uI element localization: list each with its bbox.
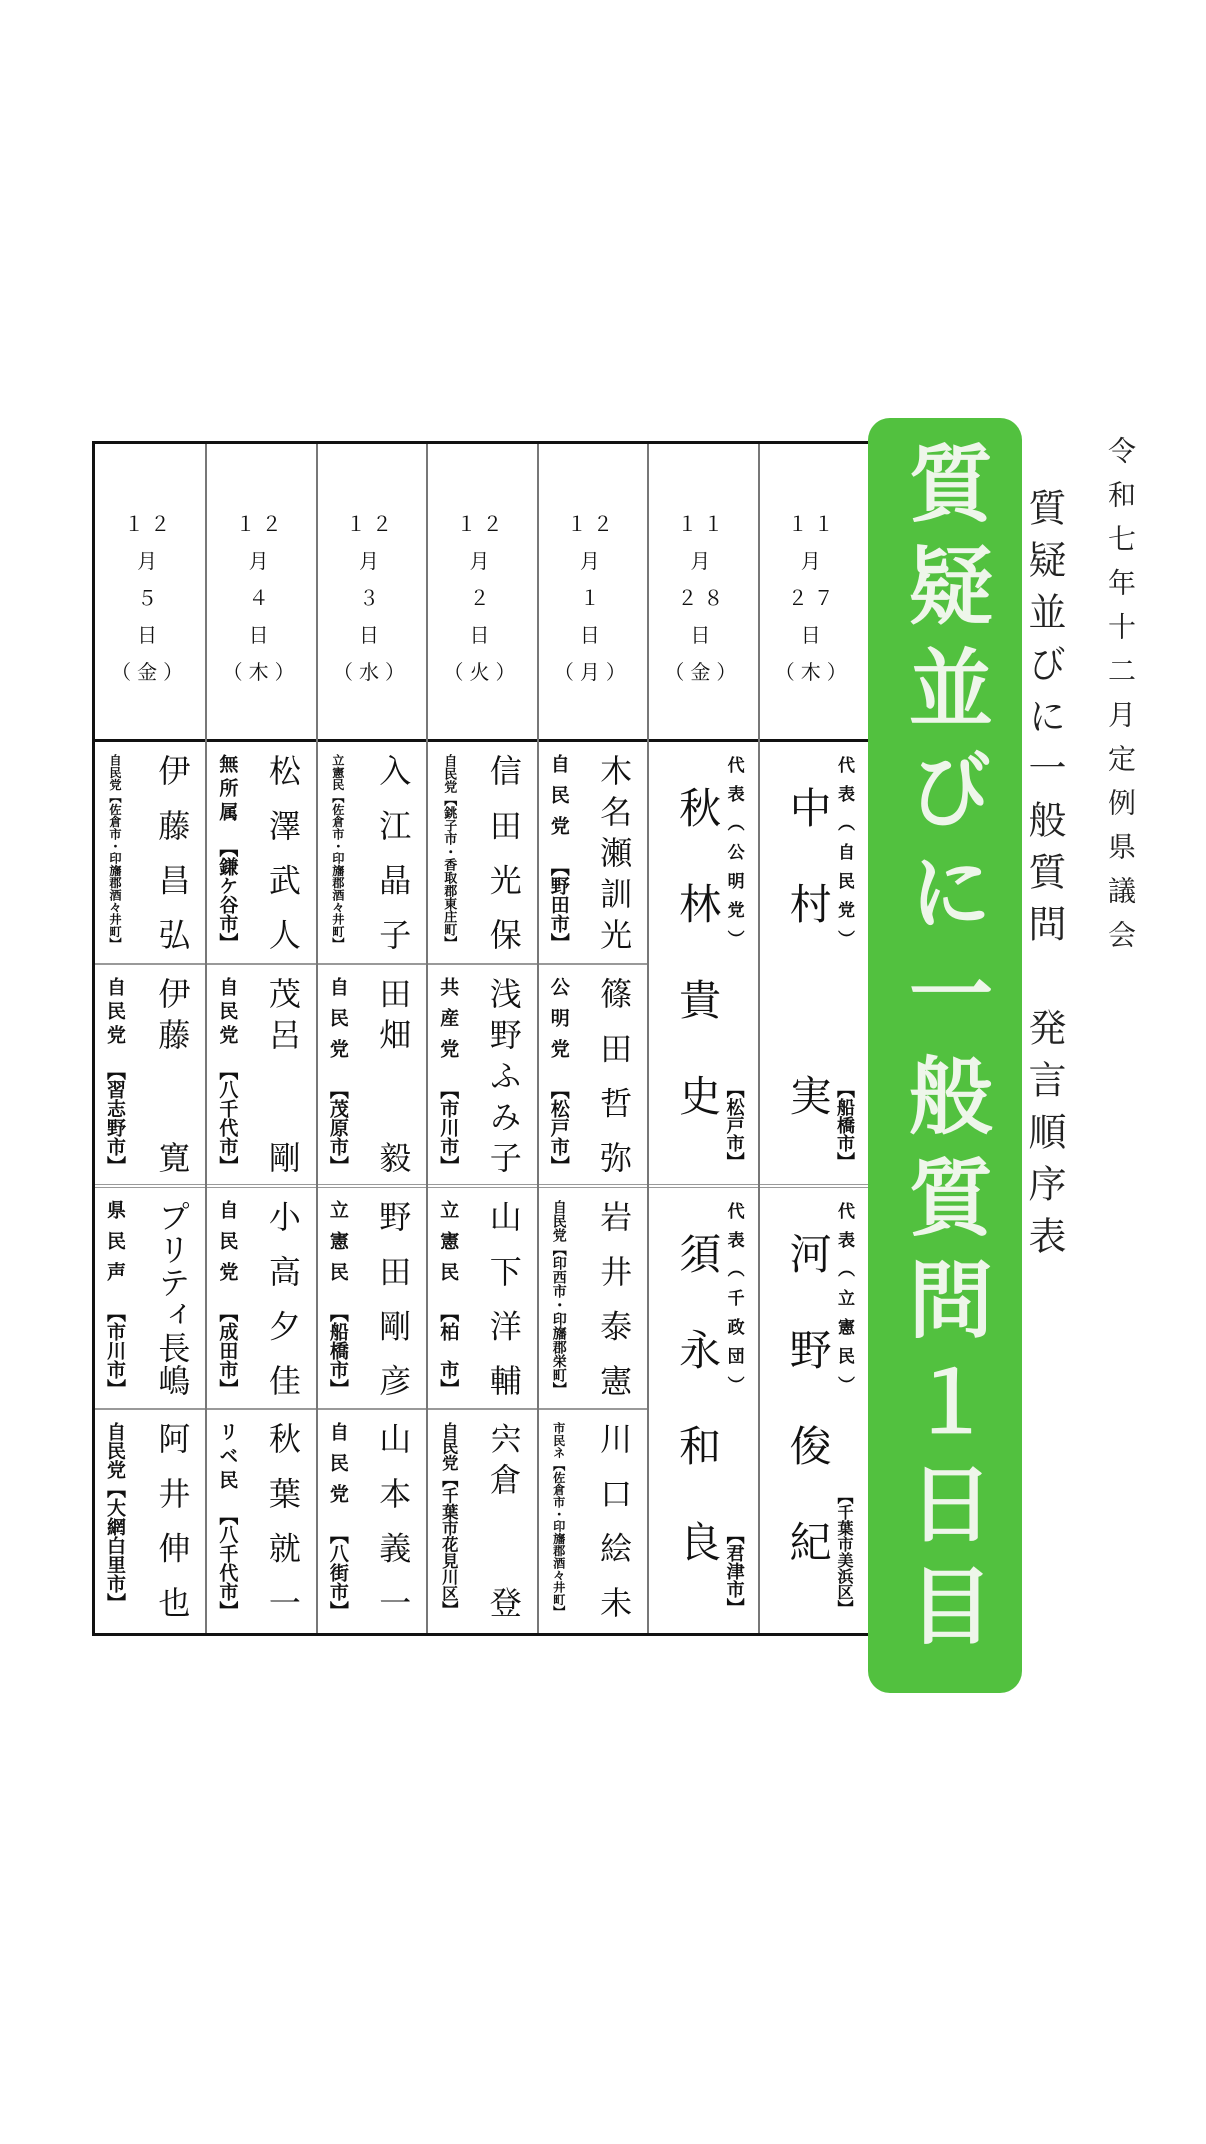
speaker-cell <box>318 965 426 1188</box>
header-weekday: （木） <box>222 660 301 684</box>
header-day: ２７ <box>787 586 840 610</box>
party-name: 県民声 <box>103 1199 126 1293</box>
speaker-affiliation <box>547 977 571 1175</box>
district: 【八千代市】 <box>216 1060 239 1175</box>
day-header <box>95 444 205 742</box>
speaker-cell <box>760 1188 868 1634</box>
day-column <box>205 444 315 1633</box>
speaker-cell <box>760 742 868 1188</box>
district: 【茂原市】 <box>326 1079 349 1175</box>
speaker-affiliation <box>832 756 856 1170</box>
speaker-name: 岩井泰憲 <box>595 1199 634 1396</box>
speaker-cell <box>539 1188 647 1411</box>
header-day-label: 日 <box>359 623 386 647</box>
speaker-name: 山下洋輔 <box>484 1199 523 1396</box>
speaker-cell <box>207 1188 315 1411</box>
party-name: 自民党 <box>441 754 457 793</box>
speaker-cell <box>428 742 536 965</box>
header-day: １ <box>579 586 606 610</box>
day-column <box>758 444 868 1633</box>
district: 【成田市】 <box>216 1302 239 1398</box>
day-column <box>316 444 426 1633</box>
speaker-name: 秋葉就一 <box>263 1422 302 1619</box>
header-month: １２ <box>566 512 619 536</box>
speaker-cell <box>539 965 647 1188</box>
party-name: 代表（千政団） <box>723 1201 744 1405</box>
speaker-name: 野田剛彦 <box>374 1199 413 1396</box>
speaker-name: 信田光保 <box>484 754 523 950</box>
day-header <box>428 444 536 742</box>
speaker-name: 須永和良 <box>673 1231 723 1562</box>
speaker-cell <box>428 1188 536 1411</box>
header-month-label: 月 <box>137 549 164 573</box>
speaker-affiliation <box>722 1202 746 1616</box>
speaker-affiliation <box>436 1200 460 1398</box>
party-name: 自民党 <box>103 976 126 1049</box>
day-header <box>207 444 315 742</box>
district: 【銚子市・香取郡東庄町】 <box>441 793 457 949</box>
header-month: １２ <box>456 512 509 536</box>
party-name: 代表（立憲民） <box>834 1201 854 1405</box>
speaker-name: 田畑 毅 <box>374 976 413 1173</box>
district: 【君津市】 <box>723 1525 745 1616</box>
speaker-affiliation <box>326 1422 350 1620</box>
speaker-affiliation <box>436 1422 460 1620</box>
header-day: ２ <box>469 586 496 610</box>
speaker-cell <box>649 1188 757 1634</box>
speaker-cell <box>428 1410 536 1633</box>
speaker-cell <box>318 1410 426 1633</box>
speaker-name: プリティ長嶋 <box>153 1199 192 1396</box>
speaker-name: 入江晶子 <box>374 754 413 950</box>
speaker-cell <box>95 742 205 965</box>
party-name: 自民党 <box>439 1422 459 1472</box>
speaker-cell <box>95 965 205 1188</box>
header-weekday: （水） <box>333 660 412 684</box>
speaker-cell <box>207 1410 315 1633</box>
header-weekday: （火） <box>443 660 522 684</box>
header-day: ５ <box>137 586 164 610</box>
district: 【印西市・印旛郡栄町】 <box>550 1241 567 1396</box>
district: 【習志野市】 <box>103 1060 126 1175</box>
party-name: 自民党 <box>326 1422 349 1516</box>
party-name: 共産党 <box>437 976 460 1070</box>
header-day-label: 日 <box>248 623 275 647</box>
speaker-affiliation <box>722 756 746 1170</box>
party-name: 自民党 <box>326 976 349 1070</box>
district: 【市川市】 <box>103 1302 126 1398</box>
speaker-affiliation <box>326 1200 350 1398</box>
speaker-affiliation <box>547 1200 571 1398</box>
district: 【船橋市】 <box>326 1302 349 1398</box>
party-name: 公明党 <box>547 976 570 1070</box>
day-column <box>647 444 757 1633</box>
header-day-label: 日 <box>690 623 717 647</box>
speaker-affiliation <box>326 977 350 1175</box>
day-column <box>426 444 536 1633</box>
party-name: 無所属 <box>216 754 239 826</box>
district: 【千葉市美浜区】 <box>835 1487 854 1616</box>
speaker-name: 茂呂 剛 <box>263 976 302 1173</box>
party-name: 自民党 <box>547 754 570 847</box>
district: 【松戸市】 <box>723 1080 745 1170</box>
speaker-affiliation <box>103 1422 127 1620</box>
party-name: 代表（公明党） <box>723 756 744 959</box>
party-name: 自民党 <box>216 976 239 1049</box>
day-column <box>537 444 647 1633</box>
district: 【佐倉市・印旛郡酒々井町】 <box>330 790 345 950</box>
district: 【松戸市】 <box>547 1079 570 1175</box>
district: 【佐倉市・印旛郡酒々井町】 <box>551 1458 566 1618</box>
speaker-cell <box>539 742 647 965</box>
speaker-name: 宍倉 登 <box>484 1422 523 1619</box>
district: 【船橋市】 <box>834 1080 855 1170</box>
header-day-label: 日 <box>469 623 496 647</box>
party-name: 立憲民 <box>326 1199 349 1293</box>
party-name: 自民党 <box>103 1422 126 1480</box>
district: 【市川市】 <box>437 1079 460 1175</box>
speaker-cell <box>649 742 757 1188</box>
header-month: １２ <box>124 512 177 536</box>
header-month-label: 月 <box>469 549 496 573</box>
header-day-label: 日 <box>579 623 606 647</box>
speaker-affiliation <box>215 1200 239 1398</box>
speaker-name: 松澤武人 <box>263 754 302 950</box>
speaker-name: 木名瀬訓光 <box>595 754 634 950</box>
speaker-affiliation <box>436 977 460 1175</box>
district: 【野田市】 <box>547 857 570 952</box>
district: 【千葉市花見川区】 <box>439 1471 459 1618</box>
day-header <box>539 444 647 742</box>
party-name: リベ民 <box>216 1422 239 1495</box>
speaker-affiliation <box>547 1422 571 1620</box>
speaker-name: 伊藤昌弘 <box>153 754 192 950</box>
party-name: 自民党 <box>550 1199 567 1242</box>
header-month-label: 月 <box>800 549 827 573</box>
party-name: 自民党 <box>107 754 122 791</box>
header-weekday: （金） <box>664 660 743 684</box>
header-month-label: 月 <box>690 549 717 573</box>
header-month: １１ <box>787 512 840 536</box>
district: 【八街市】 <box>326 1525 349 1621</box>
speaker-affiliation <box>832 1202 856 1616</box>
speaker-affiliation <box>103 1200 127 1398</box>
header-month-label: 月 <box>359 549 386 573</box>
speaker-cell <box>318 742 426 965</box>
speaker-name: 浅野ふみ子 <box>484 976 523 1173</box>
document-subtitle: 質疑並びに一般質問 発言順序表 <box>1022 488 1066 1268</box>
day-column <box>95 444 205 1633</box>
speaker-name: 阿井伸也 <box>153 1422 192 1619</box>
speaker-name: 山本義一 <box>374 1422 413 1619</box>
party-name: 自民党 <box>216 1199 239 1293</box>
speaker-cell <box>95 1188 205 1411</box>
speaker-name: 中村 実 <box>783 786 833 1116</box>
day-header <box>760 444 868 742</box>
header-day: ２８ <box>677 586 730 610</box>
header-day-label: 日 <box>800 623 827 647</box>
party-name: 代表（自民党） <box>834 756 854 959</box>
district: 【鎌ケ谷市】 <box>216 838 239 952</box>
speaker-name: 河野俊紀 <box>783 1231 833 1562</box>
speaker-order-table <box>92 441 868 1636</box>
header-month-label: 月 <box>248 549 275 573</box>
district: 【柏 市】 <box>437 1302 460 1398</box>
district: 【八千代市】 <box>216 1506 239 1621</box>
speaker-cell <box>207 742 315 965</box>
header-month-label: 月 <box>579 549 606 573</box>
speaker-cell <box>318 1188 426 1411</box>
speaker-affiliation <box>215 754 239 952</box>
header-day: ４ <box>248 586 275 610</box>
header-day-label: 日 <box>137 623 164 647</box>
day-header <box>649 444 757 742</box>
header-weekday: （金） <box>111 660 190 684</box>
speaker-affiliation <box>547 754 571 952</box>
speaker-cell <box>539 1410 647 1633</box>
header-weekday: （木） <box>774 660 853 684</box>
header-weekday: （月） <box>553 660 632 684</box>
speaker-affiliation <box>215 977 239 1175</box>
speaker-cell <box>95 1410 205 1633</box>
party-name: 市民ネ <box>551 1422 566 1459</box>
district: 【大網白里市】 <box>103 1479 126 1613</box>
party-name: 立憲民 <box>437 1199 460 1293</box>
party-name: 立憲民 <box>330 754 345 791</box>
speaker-affiliation <box>436 754 460 952</box>
header-month: １２ <box>346 512 399 536</box>
banner-text: 質疑並びに一般質問１日目 <box>895 440 994 1664</box>
speaker-name: 伊藤 寛 <box>153 976 192 1173</box>
speaker-affiliation <box>103 977 127 1175</box>
day-banner <box>868 418 1022 1693</box>
meeting-title: 令和七年十二月定例県議会 <box>1104 436 1137 964</box>
speaker-affiliation <box>103 754 127 952</box>
speaker-name: 小高夕佳 <box>263 1199 302 1396</box>
speaker-name: 川口絵未 <box>595 1422 634 1619</box>
header-month: １２ <box>235 512 288 536</box>
speaker-cell <box>428 965 536 1188</box>
header-month: １１ <box>677 512 730 536</box>
speaker-name: 秋林貴史 <box>673 786 723 1116</box>
speaker-cell <box>207 965 315 1188</box>
speaker-name: 篠田哲弥 <box>595 976 634 1173</box>
day-header <box>318 444 426 742</box>
speaker-affiliation <box>215 1422 239 1620</box>
header-day: ３ <box>359 586 386 610</box>
speaker-affiliation <box>326 754 350 952</box>
district: 【佐倉市・印旛郡酒々井町】 <box>107 790 122 950</box>
